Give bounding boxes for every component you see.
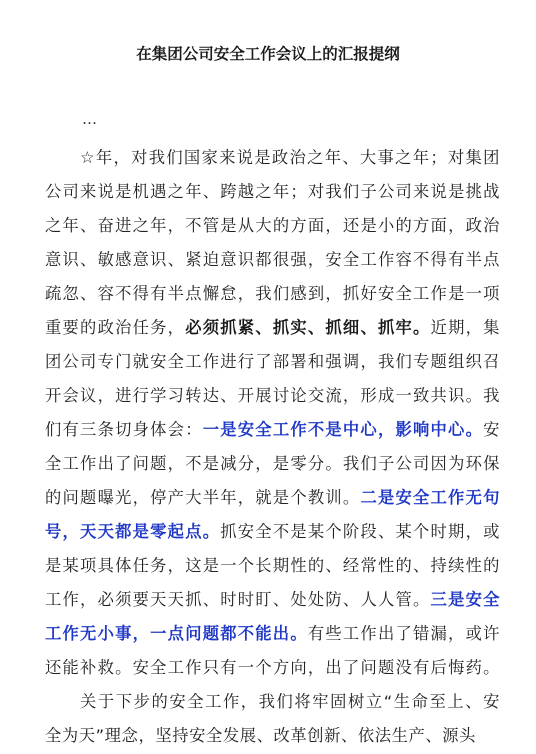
text-segment: 有些工作出了错漏，或许 bbox=[307, 624, 500, 643]
text-segment: 全为天”理念，坚持安全发展、改革创新、依法生产、源头 bbox=[45, 726, 477, 745]
text-segment: 的问题曝光，停产大半年，就是个教训。 bbox=[45, 488, 361, 507]
paragraph-line bbox=[45, 521, 500, 543]
paragraph-line bbox=[45, 453, 500, 475]
text-segment: 重要的政治任务， bbox=[45, 318, 186, 337]
highlight-text-segment: 三是安全 bbox=[430, 590, 501, 609]
paragraph-line bbox=[45, 487, 500, 509]
text-segment: 们有三条切身体会： bbox=[45, 420, 203, 439]
paragraph-line bbox=[45, 317, 500, 339]
text-segment: 意识、敏感意识、紧迫意识都很强，安全工作容不得有半点 bbox=[45, 250, 500, 269]
paragraph-line bbox=[45, 589, 500, 611]
text-segment: 还能补救。安全工作只有一个方向，出了问题没有后悔药。 bbox=[45, 658, 500, 677]
text-segment: 之年、奋进之年，不管是从大的方面，还是小的方面，政治 bbox=[45, 216, 500, 235]
paragraph-line bbox=[45, 283, 500, 305]
text-segment: 全工作出了问题，不是减分，是零分。我们子公司因为环保 bbox=[45, 454, 500, 473]
paragraph-line bbox=[45, 555, 500, 577]
highlight-text-segment: 号，天天都是零起点。 bbox=[45, 522, 221, 541]
paragraph-line bbox=[80, 147, 500, 169]
text-segment: 工作，必须要天天抓、时时盯、处处防、人人管。 bbox=[45, 590, 431, 609]
paragraph-line bbox=[45, 215, 500, 237]
highlight-text-segment: 二是安全工作无句 bbox=[360, 488, 500, 507]
document-title: 在集团公司安全工作会议上的汇报提纲 bbox=[136, 45, 400, 63]
text-segment: ☆年，对我们国家来说是政治之年、大事之年；对集团 bbox=[80, 148, 500, 167]
paragraph-line bbox=[45, 419, 500, 441]
highlight-text-segment: 工作无小事，一点问题都不能出。 bbox=[45, 624, 308, 643]
text-segment: 抓安全不是某个阶段、某个时期，或 bbox=[220, 522, 500, 541]
paragraph-line bbox=[45, 385, 500, 407]
text-segment: 开会议，进行学习转达、开展讨论交流，形成一致共识。我 bbox=[45, 386, 500, 405]
text-segment: 安 bbox=[483, 420, 500, 439]
bold-text-segment: 必须抓紧、抓实、抓细、抓牢。 bbox=[185, 318, 431, 337]
text-segment: 近期，集 bbox=[430, 318, 501, 337]
paragraph-line bbox=[45, 181, 500, 203]
paragraph-line bbox=[45, 725, 500, 747]
highlight-text-segment: 一是安全工作不是中心，影响中心。 bbox=[202, 420, 484, 439]
paragraph-line bbox=[45, 657, 500, 679]
ellipsis-marker: … bbox=[82, 110, 97, 128]
text-segment: 疏忽、容不得有半点懈怠，我们感到，抓好安全工作是一项 bbox=[45, 284, 500, 303]
text-segment: 公司来说是机遇之年、跨越之年；对我们子公司来说是挑战 bbox=[45, 182, 500, 201]
text-segment: 团公司专门就安全工作进行了部署和强调，我们专题组织召 bbox=[45, 352, 500, 371]
paragraph-line bbox=[80, 691, 500, 713]
text-segment: 关于下步的安全工作，我们将牢固树立“生命至上、安 bbox=[80, 692, 500, 711]
text-segment: 是某项具体任务，这是一个长期性的、经常性的、持续性的 bbox=[45, 556, 500, 575]
paragraph-line bbox=[45, 623, 500, 645]
paragraph-line bbox=[45, 249, 500, 271]
paragraph-line bbox=[45, 351, 500, 373]
